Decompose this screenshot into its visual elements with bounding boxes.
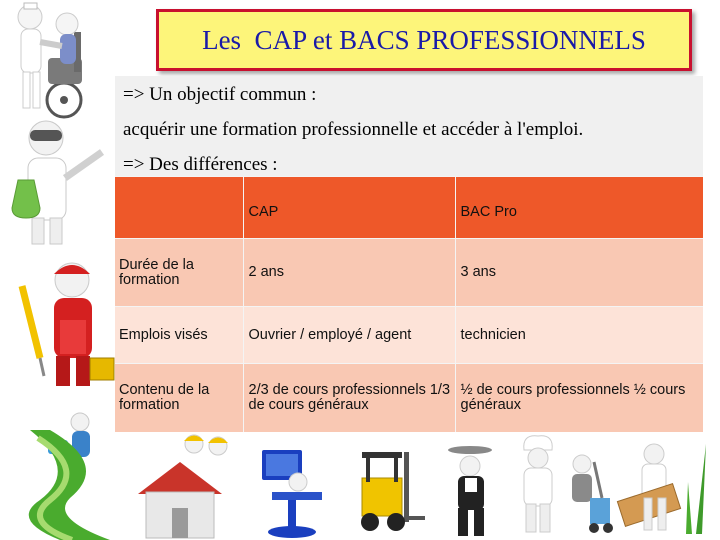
- cell-bacpro-emplois: technicien: [455, 307, 703, 364]
- cell-cap-emplois: Ouvrier / employé / agent: [243, 307, 455, 364]
- table-row: [115, 364, 703, 432]
- cell-cap-contenu: 2/3 de cours professionnels 1/3 de cours généraux: [243, 364, 455, 432]
- line-differences-heading: => Des différences :: [123, 154, 278, 175]
- road-icon: [0, 430, 120, 540]
- computer-desk-icon: [252, 442, 336, 540]
- cell-cap-duree: 2 ans: [243, 239, 455, 307]
- row-label-emplois: Emplois visés: [115, 307, 243, 364]
- header-cell-cap: CAP: [243, 177, 455, 239]
- table-row: [115, 239, 703, 307]
- nurse-wheelchair-icon: [4, 2, 116, 120]
- construction-workers-house-icon: [128, 432, 240, 540]
- waiter-tray-icon: [440, 442, 500, 538]
- grass-icon: [676, 442, 716, 536]
- header-cell-empty: [115, 177, 243, 239]
- chef-icon: [508, 432, 568, 536]
- content-panel: [115, 76, 703, 431]
- header-cell-bacpro: BAC Pro: [455, 177, 703, 239]
- row-label-contenu: Contenu de la formation: [115, 364, 243, 432]
- cell-bacpro-duree: 3 ans: [455, 239, 703, 307]
- forklift-icon: [350, 448, 426, 534]
- table-row: [115, 307, 703, 364]
- comparison-table: [115, 176, 703, 432]
- mechanic-screwdriver-icon: [10, 258, 115, 393]
- cell-bacpro-contenu: ½ de cours professionnels ½ cours généraux: [455, 364, 703, 432]
- line-objective-text: acquérir une formation professionnelle et accéder à l'emploi.: [123, 119, 584, 140]
- page-title: Les CAP et BACS PROFESSIONNELS: [156, 9, 692, 71]
- row-label-duree: Durée de la formation: [115, 239, 243, 307]
- cleaner-trolley-icon: [562, 452, 616, 536]
- line-objective-heading: => Un objectif commun :: [123, 84, 317, 105]
- table-header-row: [115, 177, 703, 239]
- scientist-flask-icon: [10, 118, 110, 246]
